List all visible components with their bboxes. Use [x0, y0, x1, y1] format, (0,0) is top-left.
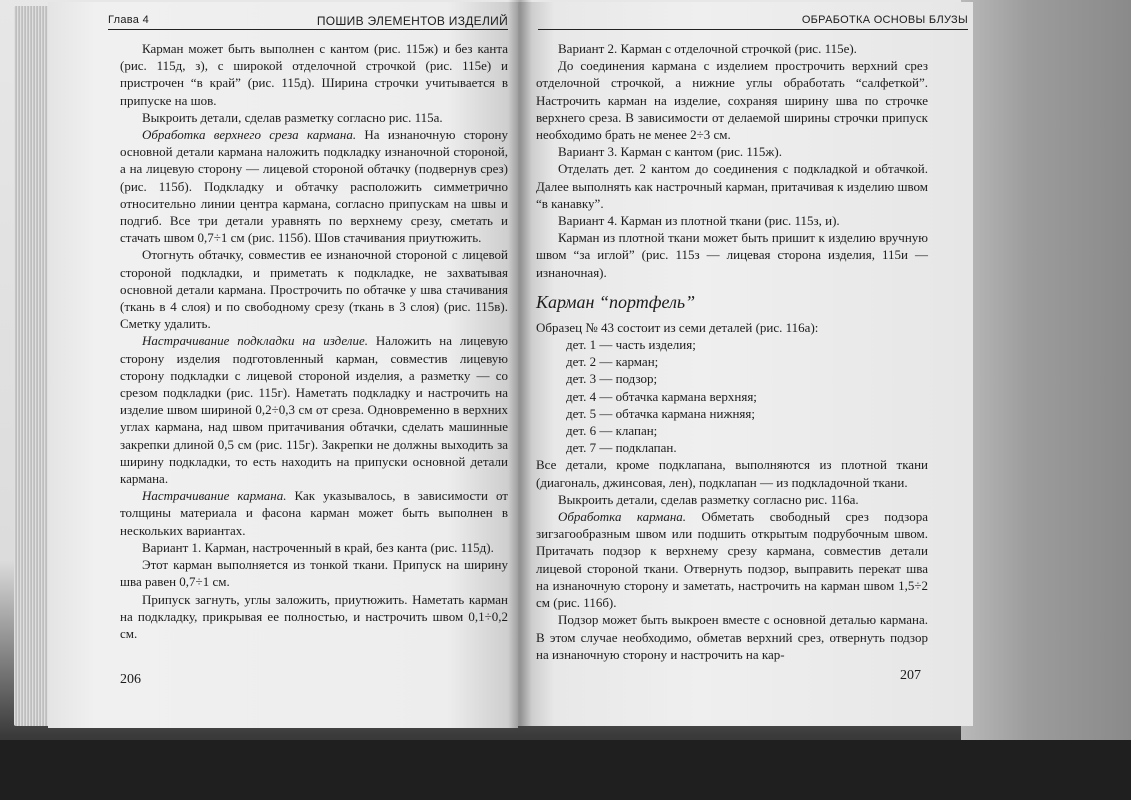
left-running-header — [108, 10, 508, 30]
paragraph-text: На изнаночную сторону основной детали кармана наложить подкладку изнаночной стороной, а на лицевую сторону — лицевой стороной обтачку (подвернув срез) (рис. 115б). Подкладку и обтачку расположить симметрично относительно линии центра кармана, согласно припускам на швы и подгиб. Все три детали уравнять по верхнему срезу, сметать и стачать швом 0,7÷1 см (рис. 115б). Шов стачивания приутюжить. — [120, 127, 508, 246]
paragraph-text: Вариант 1. Карман, настроченный в край, без канта (рис. 115д). — [142, 539, 494, 555]
list-item: дет. 7 — подклапан. — [566, 440, 677, 456]
paragraph-lead: Обработка верхнего среза кармана. — [142, 127, 357, 143]
right-page-number: 207 — [900, 668, 921, 683]
paragraph-lead: Обработка кармана. — [558, 509, 687, 525]
right-top-paragraphs — [536, 40, 928, 281]
paragraph — [536, 40, 928, 57]
paragraph — [120, 539, 508, 556]
list-item: дет. 3 — подзор; — [566, 371, 658, 387]
book-gutter — [508, 0, 532, 735]
paragraph-text: Отделать дет. 2 кантом до соединения с подкладкой и обтачкой. Далее выполнять как настрочный карман, притачивая к изделию швом “в канавку”. — [536, 161, 928, 211]
paragraph — [120, 246, 508, 332]
left-page-number: 206 — [120, 672, 141, 687]
right-header-title: ОБРАБОТКА ОСНОВЫ БЛУЗЫ — [801, 14, 968, 26]
list-item: дет. 4 — обтачка кармана верхняя; — [566, 388, 757, 404]
paragraph — [536, 491, 928, 508]
paragraph-text: Вариант 4. Карман из плотной ткани (рис. 115з, и). — [558, 213, 840, 229]
paragraph-lead: Настрачивание подкладки на изделие. — [142, 333, 368, 349]
left-page — [48, 2, 518, 728]
left-page-text — [120, 40, 508, 642]
paragraph-text: Выкроить детали, сделав разметку согласно рис. 116а. — [558, 491, 859, 507]
paragraph — [120, 126, 508, 246]
paragraph — [120, 109, 508, 126]
paragraph — [120, 487, 508, 539]
list-item: дет. 6 — клапан; — [566, 423, 658, 439]
paragraph — [536, 611, 928, 663]
list-item: дет. 1 — часть изделия; — [566, 337, 696, 353]
paragraph — [536, 456, 928, 490]
paragraph — [536, 508, 928, 611]
scanner-right-margin — [961, 0, 1131, 800]
right-bottom-paragraphs — [536, 456, 928, 662]
paragraph-text: Вариант 3. Карман с кантом (рис. 115ж). — [558, 144, 782, 160]
paragraph — [536, 212, 928, 229]
paragraph-text: Как указывалось, в зависимости от толщины материала и фасона карман может быть выполнен в нескольких вариантах. — [120, 488, 508, 538]
paragraph — [536, 143, 928, 160]
paragraph-text: Карман из плотной ткани может быть пришит к изделию вручную швом “за иглой” (рис. 115з — лицевая сторона изделия, 115и — изнаночная). — [536, 230, 928, 280]
paragraph — [120, 556, 508, 590]
parts-intro: Образец № 43 состоит из семи деталей (рис. 116а): — [536, 319, 819, 335]
paragraph-text: Подзор может быть выкроен вместе с основной деталью кармана. В этом случае необходимо, обметав верхний срез, отвернуть подзор на изнаночную сторону и настрочить на кар- — [536, 612, 928, 662]
list-item: дет. 5 — обтачка кармана нижняя; — [566, 405, 755, 421]
paragraph — [120, 591, 508, 643]
section-title: Карман “портфель” — [536, 291, 696, 312]
paragraph-text: Выкроить детали, сделав разметку согласно рис. 115а. — [142, 109, 443, 125]
paragraph — [120, 40, 508, 109]
chapter-label: Глава 4 — [108, 14, 149, 26]
paragraph-text: До соединения кармана с изделием прострочить верхний срез отделочной строчкой, а нижние углы обработать “салфеткой”. Настрочить карман на изделие, сохраняя ширину шва по строчке верхнего среза. В зависимости от делаемой ширины строчки припуск необходимо брать не менее 2÷3 см. — [536, 58, 928, 143]
paragraph-text: Этот карман выполняется из тонкой ткани. Припуск на ширину шва равен 0,7÷1 см. — [120, 557, 508, 590]
list-item: дет. 2 — карман; — [566, 354, 659, 370]
paragraph-text: Карман может быть выполнен с кантом (рис. 115ж) и без канта (рис. 115д, з), с широкой отделочной строчкой (рис. 115е) и пристрочен “в край” (рис. 115д). Ширина строчки учитывается в припуске на шов. — [120, 41, 508, 108]
paragraph-text: Отогнуть обтачку, совместив ее изнаночной стороной с лицевой стороной подкладки, и приметать к подкладке, не захватывая основной детали кармана. Прострочить по обтачке у шва стачивания (ткань в 4 слоя) и по свободному срезу (ткань в 3 слоя) (рис. 115в). Сметку удалить. — [120, 247, 508, 332]
paragraph-text: Вариант 2. Карман с отделочной строчкой (рис. 115е). — [558, 41, 857, 56]
paragraph — [536, 229, 928, 281]
paragraph — [536, 160, 928, 212]
scanner-bottom-margin — [0, 740, 1131, 800]
paragraph — [120, 332, 508, 487]
paragraph — [536, 57, 928, 143]
parts-list — [536, 336, 928, 456]
paragraph-text: Припуск загнуть, углы заложить, приутюжить. Наметать карман на подкладку, прикрывая ее полностью, и настрочить швом 0,1÷0,2 см. — [120, 591, 508, 641]
paragraph-text: Обметать свободный срез подзора зигзагообразным швом или подшить открытым подрубочным швом. Притачать подзор к верхнему срезу кармана, совместив детали лицевой стороной ткани. Отвернуть подзор, выправить перекат шва на изнаночную сторону и заметать, настрочить на карман швом 1,5÷2 см (рис. 116б). — [536, 509, 928, 611]
right-running-header — [538, 10, 968, 30]
paragraph-text: Все детали, кроме подклапана, выполняются из плотной ткани (диагональ, джинсовая, лен), подклапан — из подкладочной ткани. — [536, 457, 928, 490]
left-header-title: ПОШИВ ЭЛЕМЕНТОВ ИЗДЕЛИЙ — [316, 14, 508, 28]
right-page — [518, 2, 973, 726]
right-page-text — [536, 40, 928, 663]
paragraph-lead: Настрачивание кармана. — [142, 488, 287, 504]
paragraph-text: Наложить на лицевую сторону изделия подготовленный карман, совместив лицевую сторону подкладки с лицевой стороной изделия, а разметку — со срезом подкладки (рис. 115г). Наметать подкладку и настрочить на изделие швом шириной 0,2÷0,3 см от среза. Одновременно в верхних углах кармана, над швом притачивания обтачки, сделать машинные закрепки длиной 0,5 см (рис. 115г). Закрепки не должны выходить за ширину подкладки, то есть находить на припуски основной детали кармана. — [120, 333, 508, 487]
